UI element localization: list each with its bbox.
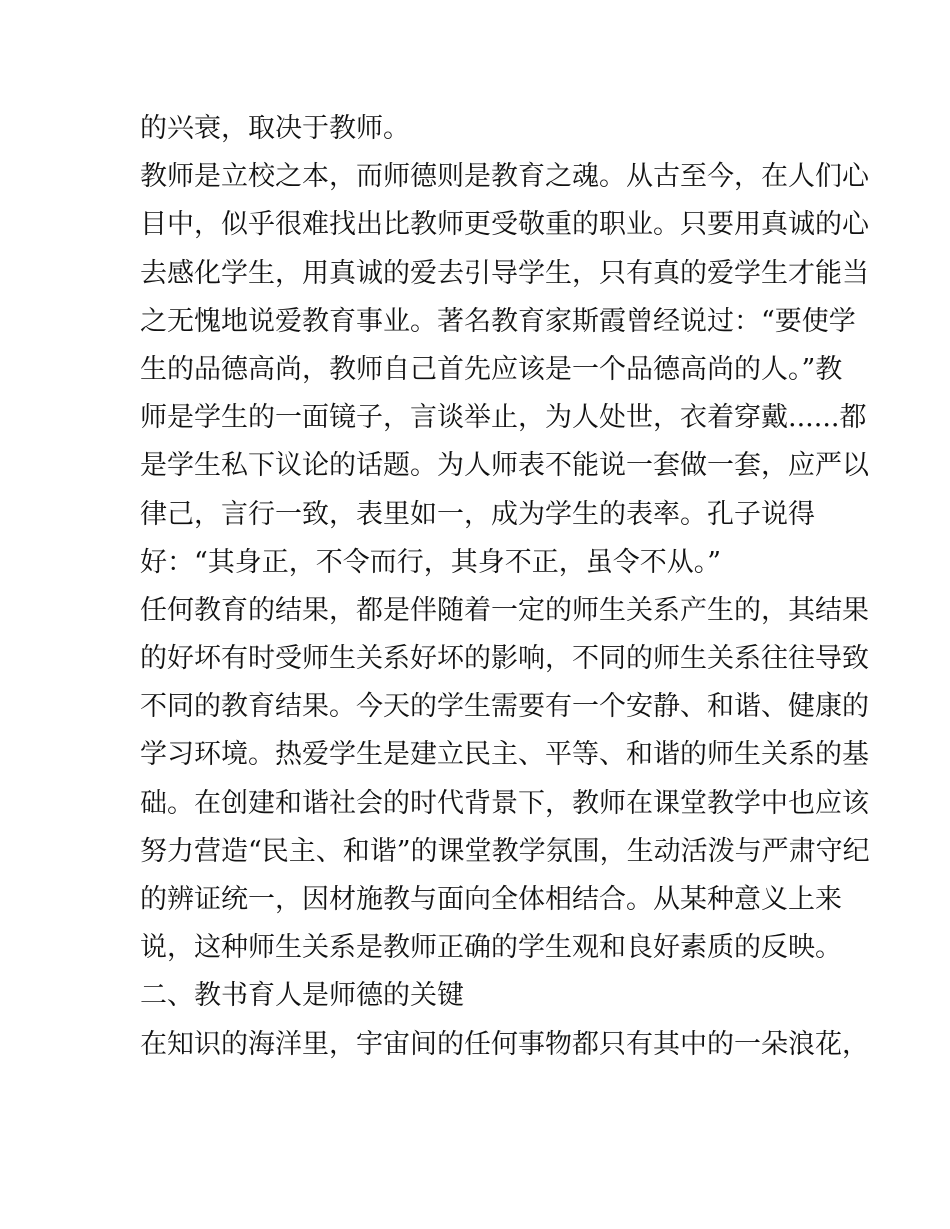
text-line: 生的品德高尚，教师自己首先应该是一个品德高尚的人。”教	[140, 353, 843, 385]
text-line: 础。在创建和谐社会的时代背景下，教师在课堂教学中也应该	[140, 787, 869, 819]
text-line: 之无愧地说爱教育事业。著名教育家斯霞曾经说过：“要使学	[140, 305, 856, 337]
text-line: 学习环境。热爱学生是建立民主、平等、和谐的师生关系的基	[140, 739, 869, 771]
text-line: 的辨证统一，因材施教与面向全体相结合。从某种意义上来	[140, 884, 842, 915]
text-line: 是学生私下议论的话题。为人师表不能说一套做一套，应严以	[140, 450, 869, 482]
text-line: 师是学生的一面镜子，言谈举止，为人处世，衣着穿戴......都	[140, 402, 867, 434]
text-line: 律己，言行一致，表里如一，成为学生的表率。孔子说得	[140, 498, 815, 530]
text-line: 说，这种师生关系是教师正确的学生观和良好素质的反映。	[140, 932, 842, 964]
text-line: 任何教育的结果，都是伴随着一定的师生关系产生的，其结果	[140, 594, 869, 626]
section-heading: 二、教书育人是师德的关键	[140, 980, 464, 1012]
text-line: 目中，似乎很难找出比教师更受敬重的职业。只要用真诚的心	[140, 209, 869, 241]
text-line: 的兴衰，取决于教师。	[140, 113, 410, 144]
text-line: 不同的教育结果。今天的学生需要有一个安静、和谐、健康的	[140, 691, 869, 723]
text-line: 的好坏有时受师生关系好坏的影响，不同的师生关系往往导致	[140, 643, 869, 675]
text-line: 在知识的海洋里，宇宙间的任何事物都只有其中的一朵浪花，	[140, 1028, 869, 1060]
text-line: 努力营造“民主、和谐”的课堂教学氛围，生动活泼与严肃守纪	[140, 835, 870, 867]
text-line: 去感化学生，用真诚的爱去引导学生，只有真的爱学生才能当	[140, 257, 869, 289]
text-line: 教师是立校之本，而师德则是教育之魂。从古至今，在人们心	[140, 161, 869, 193]
text-line: 好：“其身正，不令而行，其身不正，虽令不从。”	[140, 546, 722, 578]
body-text	[140, 105, 870, 1069]
